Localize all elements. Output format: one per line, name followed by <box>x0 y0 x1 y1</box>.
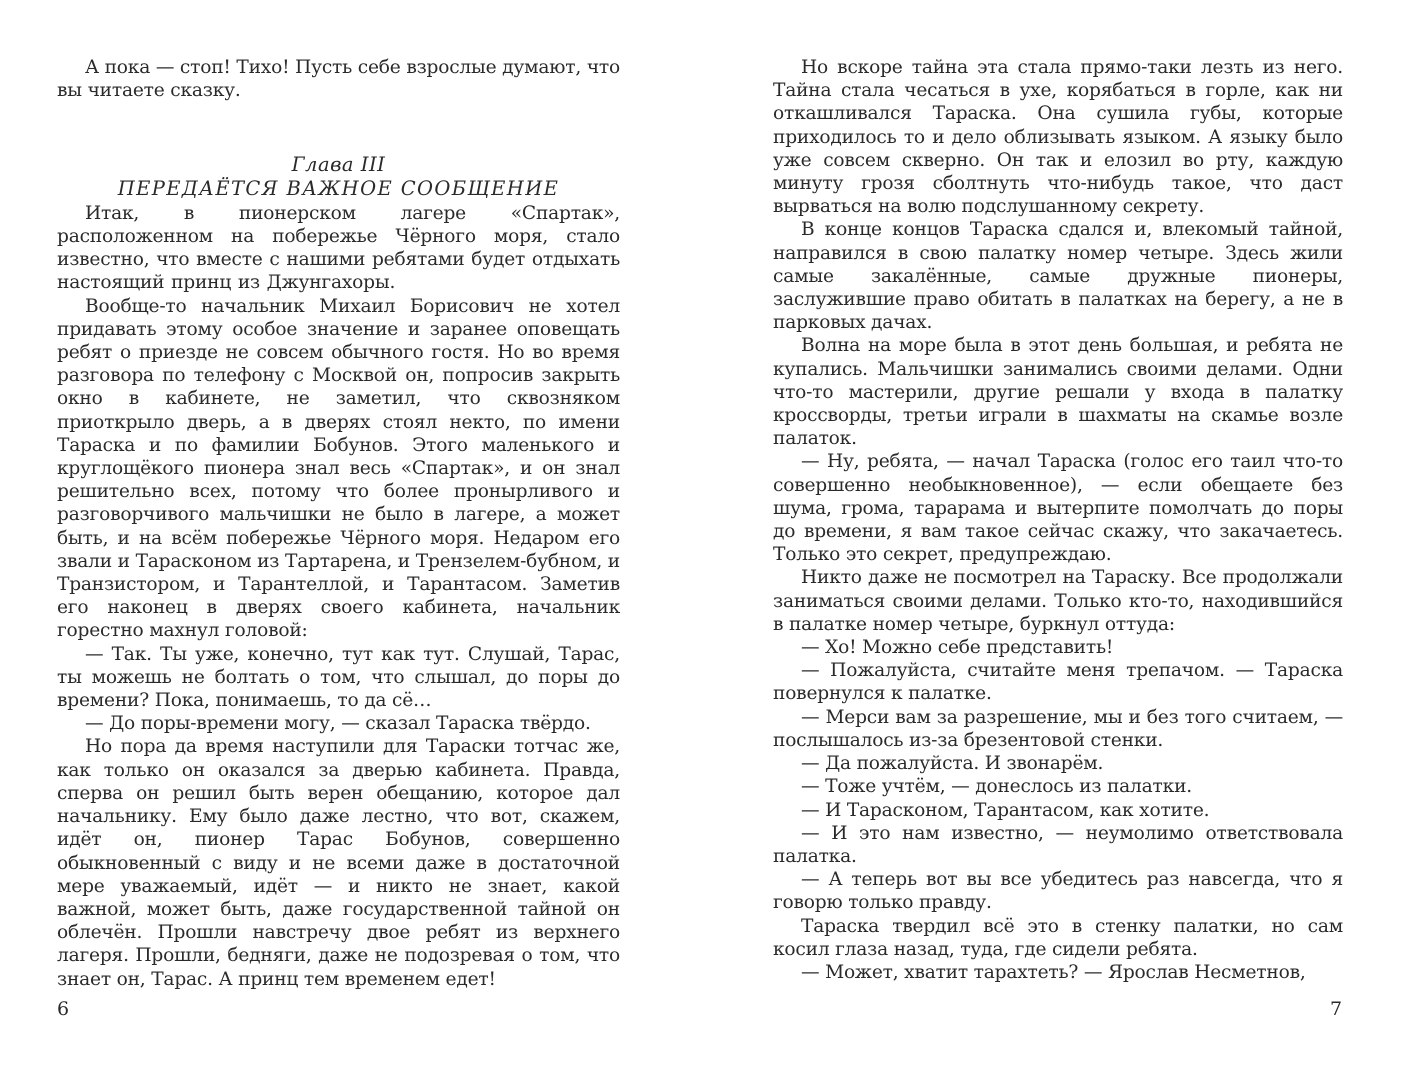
chapter-number: Глава III <box>291 153 386 177</box>
left-page <box>0 0 700 1080</box>
dialogue-line: — Может, хватит тарахтеть? — Ярослав Несметнов, <box>801 961 1306 983</box>
dialogue-line: — Пожалуйста, считайте меня трепачом. — Тараска повернулся к палатке. <box>773 660 1343 705</box>
dialogue-line: — Да пожалуйста. И звонарём. <box>801 753 1104 775</box>
paragraph: — До поры-времени могу, — сказал Тараска твёрдо. <box>85 713 591 735</box>
paragraph: Никто даже не посмотрел на Тараску. Все продолжали заниматься своими делами. Только кто-то, находившийся в палатке номер четыре, буркнул оттуда: <box>773 567 1343 635</box>
paragraph: Итак, в пионерском лагере «Спартак», расположенном на побережье Чёрного моря, стало известно, что вместе с нашими ребятами будет отдыхать настоящий принц из Джунгахоры. <box>57 202 620 294</box>
page-number: 6 <box>57 998 70 1020</box>
dialogue-line: — Тоже учтём, — донеслось из палатки. <box>801 776 1192 798</box>
paragraph: Вообще-то начальник Михаил Борисович не хотел придавать этому особое значение и заранее оповещать ребят о приезде не совсем обычного гостя. Но во время разговора по телефону с Москвой он, попросив закрыть окно в кабинете, не заметил, что сквозняком приоткрыло дверь, а в дверях стоял некто, по имени Тараска и по фамилии Бобунов. Этого маленького и круглощёкого пионера знал весь «Спартак», и он знал решительно всех, потому что более пронырливого и разговорчивого мальчишки не было в лагере, а может быть, и на всём побережье Чёрного моря. Недаром его звали и Тарасконом из Тартарена, и Трензелем-бубном, и Транзистором, и Тарантеллой, и Тарантасом. Заметив его наконец в дверях своего кабинета, начальник горестно махнул головой: <box>57 295 620 642</box>
paragraph: Тараска твердил всё это в стенку палатки, но сам косил глаза назад, туда, где сидели ребята. <box>773 915 1343 960</box>
dialogue-line: — Ну, ребята, — начал Тараска (голос его таил что-то совершенно необыкновенное), — если обещаете без шума, грома, тарарама и вытерпите помолчать до поры до времени, я вам такое сейчас скажу, что закачаетесь. Только это секрет, предупреждаю. <box>773 451 1343 566</box>
paragraph: — Так. Ты уже, конечно, тут как тут. Слушай, Тарас, ты можешь не болтать о том, что слышал, до поры до времени? Пока, понимаешь, то да сё… <box>57 643 620 712</box>
paragraph: Но вскоре тайна эта стала прямо-таки лезть из него. Тайна стала чесаться в ухе, корябаться в горле, как ни откашливался Тараска. Она сушила губы, которые приходилось то и дело облизывать языком. А языку было уже совсем скверно. Он так и елозил во рту, каждую минуту грозя сболтнуть что-нибудь такое, что даст вырваться на волю подслушанному секрету. <box>773 57 1343 218</box>
right-page-text <box>773 56 1343 984</box>
paragraph: Волна на море была в этот день большая, и ребята не купались. Мальчишки занимались своими делами. Одни что-то мастерили, другие решали у входа в палатку кроссворды, третьи играли в шахматы на скамье возле палаток. <box>773 335 1343 450</box>
paragraph: Но пора да время наступили для Тараски тотчас же, как только он оказался за дверью кабинета. Правда, сперва он решил быть верен обещанию, которое дал начальнику. Ему было даже лестно, что вот, скажем, идёт он, пионер Тарас Бобунов, совершенно обыкновенный с виду и не всеми даже в достаточной мере уважаемый, идёт — и никто не знает, какой важной, может быть, даже государственной тайной он облечён. Прошли навстречу двое ребят из верхнего лагеря. Прошли, бедняги, даже не подозревая о том, что знает он, Тарас. А принц тем временем едет! <box>57 736 620 990</box>
intro-paragraph: А пока — стоп! Тихо! Пусть себе взрослые думают, что вы читаете сказку. <box>57 57 620 102</box>
chapter-title: ПЕРЕДАЁТСЯ ВАЖНОЕ СООБЩЕНИЕ <box>117 176 560 200</box>
dialogue-line: — Мерси вам за разрешение, мы и без того считаем, — послышалось из-за брезентовой стенки. <box>773 706 1343 751</box>
paragraph: В конце концов Тараска сдался и, влекомый тайной, направился в свою палатку номер четыре. Здесь жили самые закалённые, самые дружные пионеры, заслужившие право обитать в палатках на берегу, а не в парковых дачах. <box>773 219 1343 334</box>
right-page <box>700 0 1409 1080</box>
dialogue-line: — И Тарасконом, Тарантасом, как хотите. <box>801 799 1210 821</box>
dialogue-line: — Хо! Можно себе представить! <box>801 637 1114 659</box>
page-number: 7 <box>1330 998 1343 1020</box>
dialogue-line: — И это нам известно, — неумолимо ответствовала палатка. <box>773 822 1343 867</box>
dialogue-line: — А теперь вот вы все убедитесь раз навсегда, что я говорю только правду. <box>773 869 1343 914</box>
left-page-text <box>57 56 620 991</box>
